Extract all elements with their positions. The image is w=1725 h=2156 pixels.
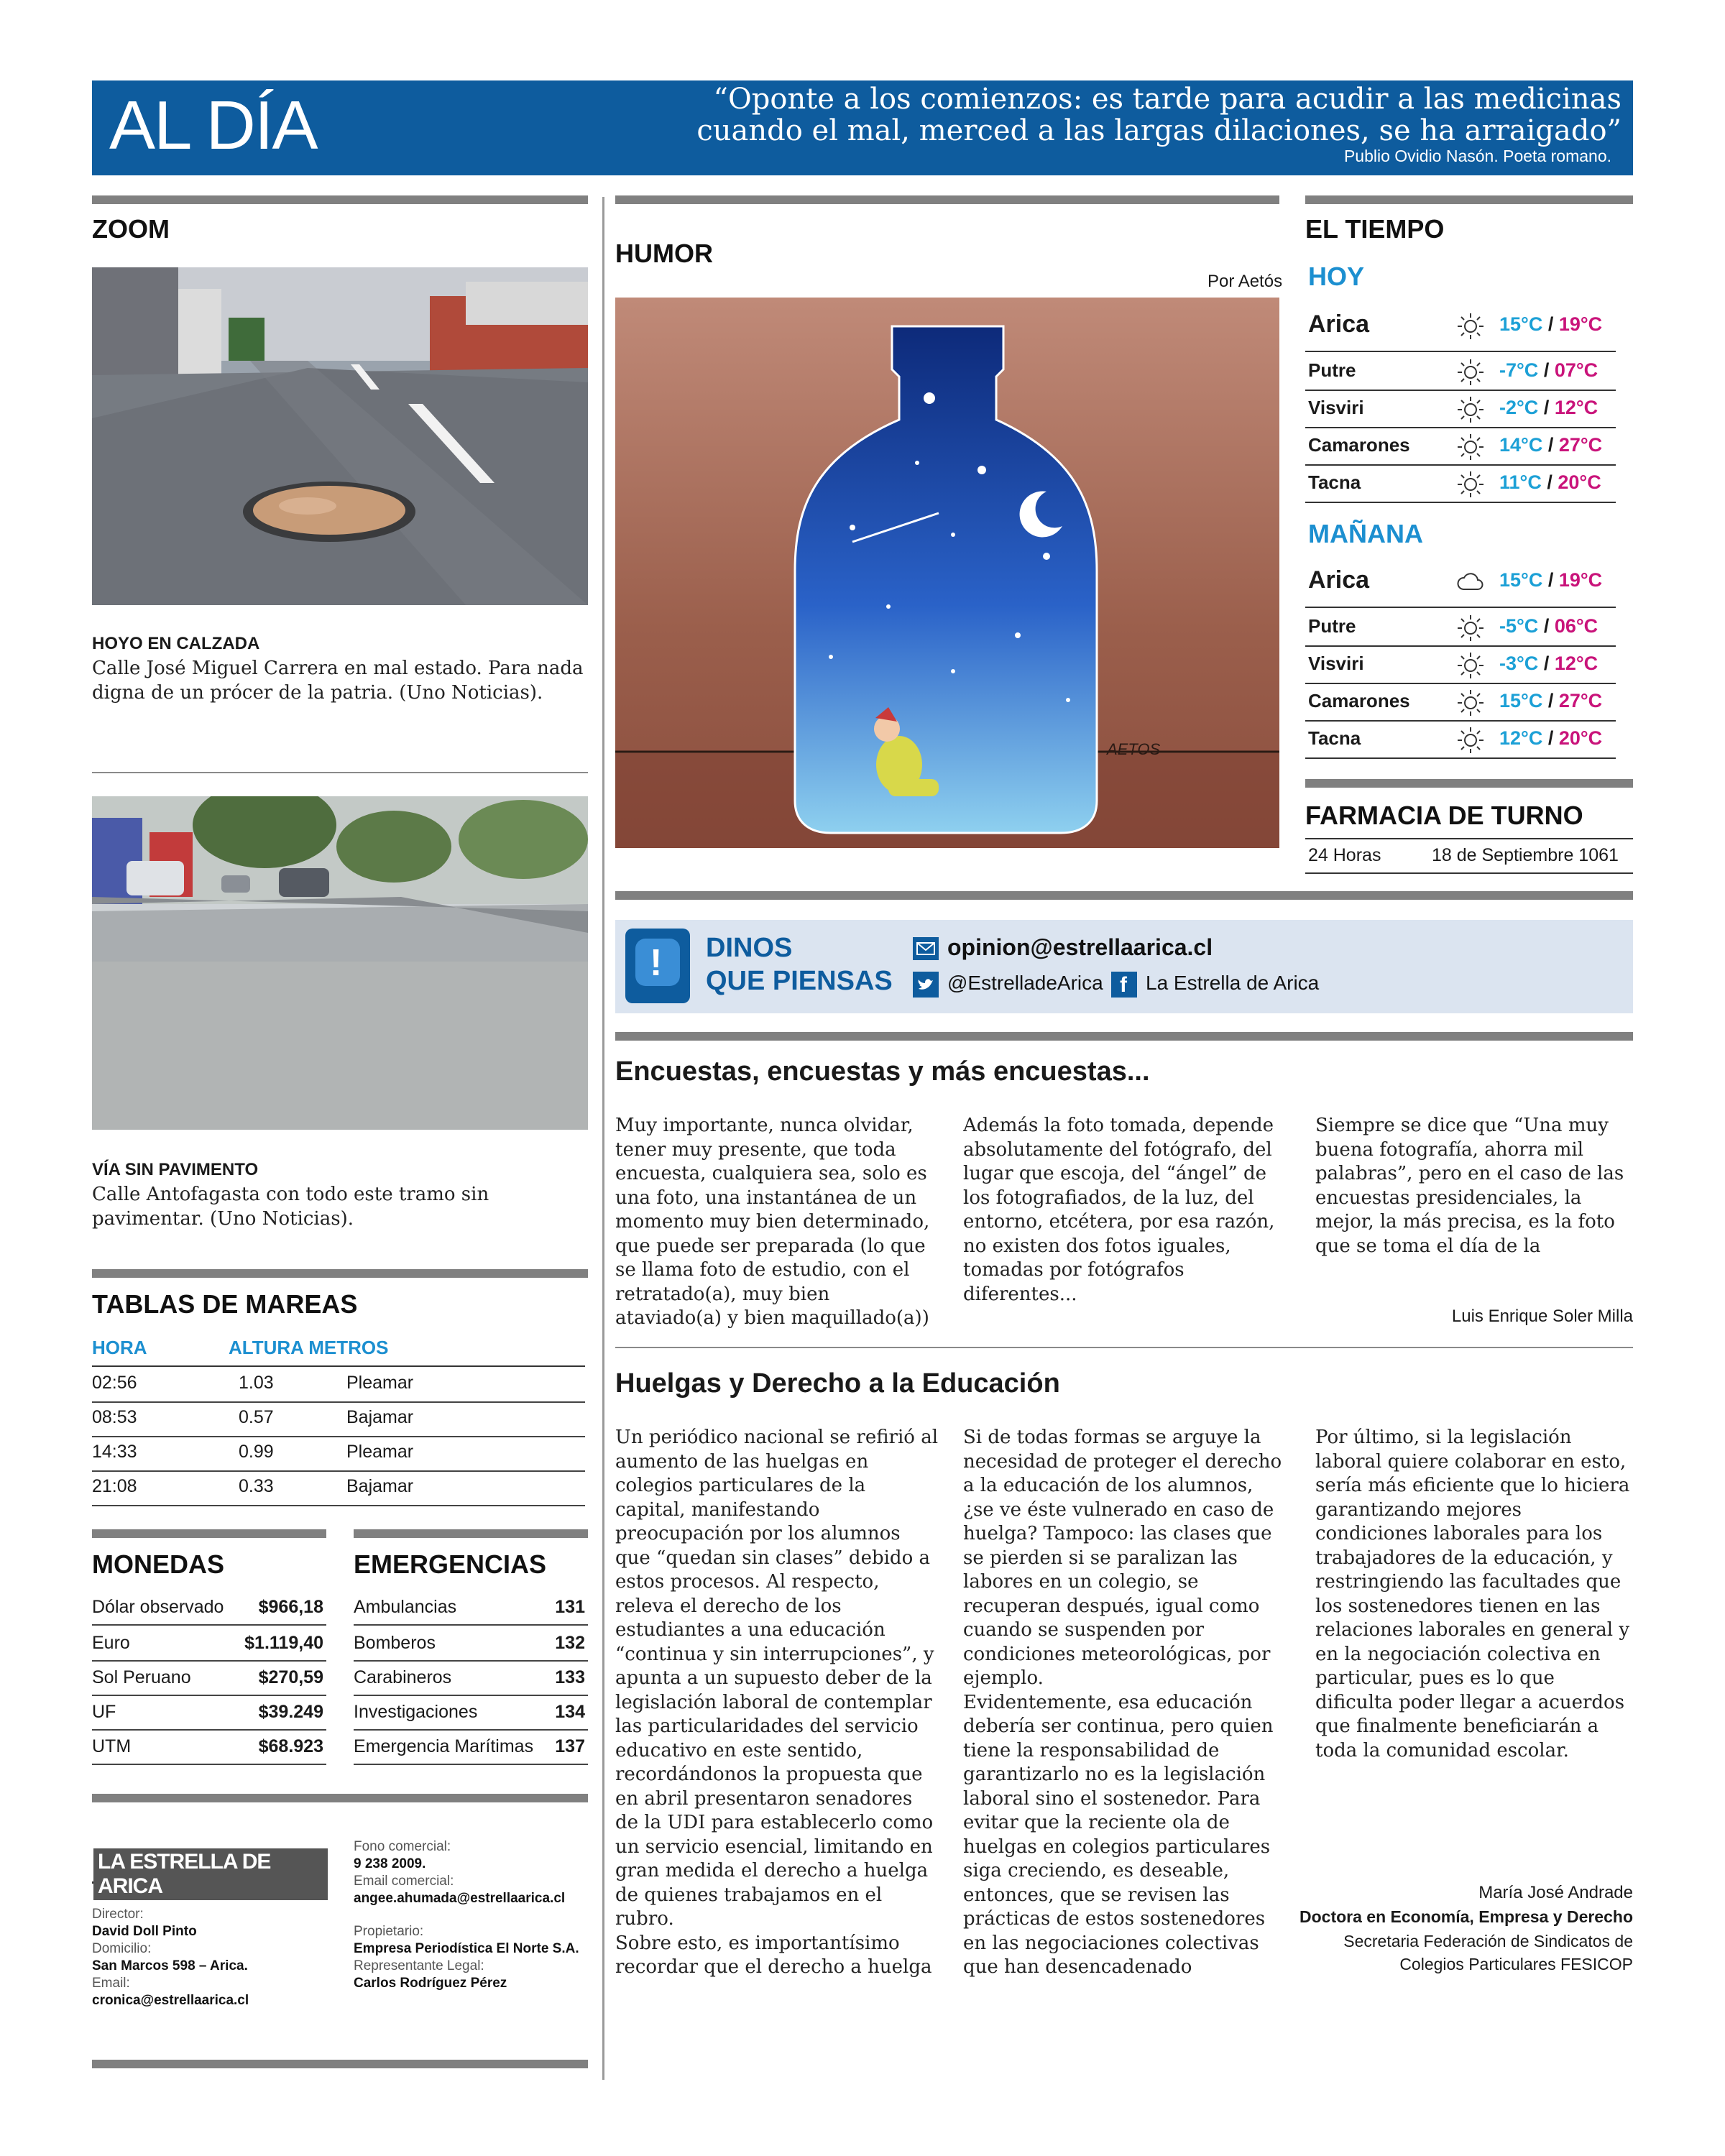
tide-height: 0.57 bbox=[239, 1407, 274, 1427]
weather-row: Camarones 15°C / 27°C bbox=[1305, 686, 1616, 722]
emergency-number: 133 bbox=[555, 1667, 585, 1687]
currency-value: $68.923 bbox=[258, 1736, 323, 1756]
pharmacy-address: 18 de Septiembre 1061 bbox=[1432, 845, 1619, 865]
temp-min: 12°C bbox=[1499, 727, 1543, 749]
article-paragraph: Evidentemente, esa educación debería ser continua, pero quien tiene la responsabilidad de garantizarlo no es la legislación laboral sino el sostenedor. Para evitar que la reciente ola de huelgas en colegios particulares siga creciendo, es deseable, entonces, que se revisen las prácticas de estos sostenedores en las negociaciones colectivas que han desencadenado bbox=[963, 1691, 1274, 1978]
article-column: Muy importante, nunca olvidar, tener muy presente, que toda encuesta, cualquiera sea, solo es una foto, una instantánea de un momento muy bien determinado, que puede ser preparada (lo que se llama foto de estudio, con el retratado(a), muy bien ataviado(a) y bien maquillado(a)) bbox=[615, 1115, 930, 1329]
mail-icon bbox=[913, 937, 939, 960]
weather-city: Tacna bbox=[1308, 471, 1361, 493]
contact-box bbox=[615, 920, 1633, 1013]
currency-name: UF bbox=[92, 1702, 116, 1722]
tide-type: Bajamar bbox=[346, 1407, 414, 1427]
phone-label: Fono comercial: bbox=[354, 1839, 451, 1854]
temp-max: 20°C bbox=[1558, 727, 1603, 749]
section-rule bbox=[92, 2060, 588, 2068]
emergency-name: Carabineros bbox=[354, 1667, 452, 1687]
author-role: Colegios Particulares FESICOP bbox=[1399, 1955, 1633, 1973]
owner-value: Empresa Periodística El Norte S.A. bbox=[354, 1941, 579, 1956]
section-rule bbox=[1305, 779, 1633, 788]
tide-height: 1.03 bbox=[239, 1373, 274, 1393]
emergency-name: Ambulancias bbox=[354, 1597, 457, 1617]
weather-today-label: HOY bbox=[1308, 262, 1365, 291]
table-row bbox=[92, 1368, 585, 1403]
table-row bbox=[92, 1403, 585, 1437]
weather-row: Arica 15°C / 19°C bbox=[1305, 565, 1616, 608]
weather-city: Visviri bbox=[1308, 397, 1364, 418]
temp-max: 27°C bbox=[1558, 434, 1603, 456]
temp-min: 15°C bbox=[1499, 690, 1543, 711]
sun-icon bbox=[1456, 433, 1485, 461]
emergency-name: Bomberos bbox=[354, 1633, 436, 1653]
tide-hour: 02:56 bbox=[92, 1373, 137, 1393]
legal-value: Carlos Rodríguez Pérez bbox=[354, 1976, 507, 1991]
weather-title: EL TIEMPO bbox=[1305, 214, 1445, 244]
weather-tomorrow-label: MAÑANA bbox=[1308, 519, 1423, 548]
article-column: Siempre se dice que “Una muy buena fotografía, ahorra mil palabras”, pero en el caso de las encuestas presidenciales, la mejor, la más precisa, es la foto que se toma el día de la bbox=[1315, 1115, 1624, 1257]
humor-title: HUMOR bbox=[615, 239, 713, 268]
temp-max: 19°C bbox=[1558, 569, 1603, 591]
owner-label: Propietario: bbox=[354, 1924, 424, 1939]
weather-city: Putre bbox=[1308, 359, 1356, 381]
section-header-band bbox=[92, 80, 1633, 175]
divider bbox=[1305, 838, 1633, 839]
humor-cartoon bbox=[615, 298, 1279, 848]
weather-row: Tacna 12°C / 20°C bbox=[1305, 723, 1616, 759]
tide-type: Pleamar bbox=[346, 1373, 414, 1393]
sun-icon bbox=[1456, 614, 1485, 642]
currency-name: Dólar observado bbox=[92, 1597, 224, 1617]
emergency-name: Emergencia Marítimas bbox=[354, 1736, 534, 1756]
divider bbox=[1305, 872, 1633, 874]
tide-hour: 08:53 bbox=[92, 1407, 137, 1427]
currency-name: Euro bbox=[92, 1633, 130, 1653]
phone-value: 9 238 2009. bbox=[354, 1856, 426, 1871]
article-title: Huelgas y Derecho a la Educación bbox=[615, 1368, 1060, 1399]
header-quote: “Oponte a los comienzos: es tarde para acudir a las medicinas cuando el mal, merced a las largas dilaciones, se ha arraigado” bbox=[696, 83, 1622, 147]
contact-title-line2: QUE PIENSAS bbox=[706, 966, 893, 996]
temp-min: -5°C bbox=[1499, 615, 1539, 637]
list-item bbox=[92, 1731, 326, 1765]
list-item bbox=[354, 1696, 588, 1731]
temp-min: 15°C bbox=[1499, 569, 1543, 591]
sun-icon bbox=[1456, 688, 1485, 717]
quote-author: Publio Ovidio Nasón. Poeta romano. bbox=[1343, 147, 1611, 165]
temp-max: 19°C bbox=[1558, 313, 1603, 335]
temp-min: 14°C bbox=[1499, 434, 1543, 456]
tides-col-height: ALTURA METROS bbox=[229, 1337, 389, 1358]
humor-credit: Por Aetós bbox=[1208, 272, 1283, 291]
section-rule bbox=[354, 1529, 588, 1538]
section-rule bbox=[615, 891, 1633, 900]
zoom-item-heading: VÍA SIN PAVIMENTO bbox=[92, 1160, 259, 1179]
list-item bbox=[92, 1627, 326, 1662]
emergency-number: 132 bbox=[555, 1633, 585, 1653]
section-rule bbox=[615, 195, 1279, 204]
weather-row: Visviri -3°C / 12°C bbox=[1305, 648, 1616, 684]
tides-title: TABLAS DE MAREAS bbox=[92, 1289, 358, 1319]
article-column: Por último, si la legislación laboral quiere colaborar en esto, sería más eficiente que lo hiciera garantizando mejores condiciones laborales para los trabajadores de la educación, y restringiendo las facultades que los sostenedores tienen en las relaciones laborales en general y en la negociación colectiva en particular, pues es lo que dificulta poder llegar a acuerdos que finalmente beneficiarán a toda la comunidad escolar. bbox=[1315, 1427, 1630, 1761]
tide-hour: 14:33 bbox=[92, 1442, 137, 1462]
emergencies-title: EMERGENCIAS bbox=[354, 1549, 547, 1579]
weather-row: Tacna 11°C / 20°C bbox=[1305, 467, 1616, 503]
tides-col-hour: HORA bbox=[92, 1337, 147, 1358]
pharmacy-hours: 24 Horas bbox=[1308, 845, 1381, 865]
tide-hour: 21:08 bbox=[92, 1476, 137, 1496]
pharmacy-title: FARMACIA DE TURNO bbox=[1305, 801, 1583, 830]
currency-value: $1.119,40 bbox=[244, 1633, 323, 1653]
sun-icon bbox=[1456, 358, 1485, 387]
section-title: AL DÍA bbox=[109, 87, 317, 164]
list-item bbox=[92, 1696, 326, 1731]
temp-max: 07°C bbox=[1554, 359, 1598, 381]
contact-twitter[interactable]: @EstrelladeArica bbox=[947, 972, 1103, 994]
cloud-icon bbox=[1456, 568, 1485, 596]
list-item bbox=[354, 1662, 588, 1696]
temp-min: -2°C bbox=[1499, 397, 1539, 418]
article-author: María José Andrade bbox=[1478, 1883, 1633, 1902]
divider bbox=[92, 1365, 585, 1367]
weather-city: Arica bbox=[1308, 566, 1370, 594]
contact-email[interactable]: opinion@estrellaarica.cl bbox=[947, 934, 1213, 960]
weather-city: Putre bbox=[1308, 615, 1356, 637]
article-paragraph: Un periódico nacional se refirió al aumento de las huelgas en colegios particulares de la capital, manifestando preocupación por los alumnos que “quedan sin clases” debido a estos procesos. Al respecto, releva el derecho de los estudiantes a una educación “continua y sin interrupciones”, y apunta a un supuesto deber de la legislación laboral de contemplar las particularidades del servicio educativo en este sentido, recordándonos la propuesta que en abril presentaron senadores de la UDI para establecerlo como un servicio esencial, limitando en gran medida el derecho a huelga de quienes trabajamos en el rubro. bbox=[615, 1427, 939, 1930]
weather-city: Visviri bbox=[1308, 653, 1364, 674]
weather-row: Putre -5°C / 06°C bbox=[1305, 611, 1616, 647]
domicile-value: San Marcos 598 – Arica. bbox=[92, 1958, 248, 1973]
column-divider bbox=[602, 197, 604, 2080]
zoom-item-text: Calle José Miguel Carrera en mal estado. Para nada digna de un prócer de la patria. (Uno Noticias). bbox=[92, 658, 584, 704]
commercial-email-label: Email comercial: bbox=[354, 1874, 454, 1889]
divider bbox=[615, 1347, 1633, 1348]
unpaved-road-photo bbox=[92, 796, 588, 1130]
weather-row: Camarones 14°C / 27°C bbox=[1305, 430, 1616, 466]
article-paragraph: Si de todas formas se arguye la necesidad de proteger el derecho a la educación de los alumnos, ¿se ve éste vulnerado en caso de huelga? Tampoco: las clases que se pierden si se paralizan las labores en un colegio, se recuperan después, igual como cuando se suspenden por condiciones meteorológicas, por ejemplo. bbox=[963, 1427, 1282, 1689]
weather-row: Visviri -2°C / 12°C bbox=[1305, 392, 1616, 428]
zoom-item-heading: HOYO EN CALZADA bbox=[92, 634, 260, 653]
director-name: David Doll Pinto bbox=[92, 1924, 197, 1939]
domicile-label: Domicilio: bbox=[92, 1941, 152, 1956]
tide-type: Pleamar bbox=[346, 1442, 414, 1462]
speech-bubble-icon: ! bbox=[625, 929, 690, 1003]
section-rule bbox=[1305, 195, 1633, 204]
weather-row: Putre -7°C / 07°C bbox=[1305, 355, 1616, 391]
list-item bbox=[354, 1731, 588, 1765]
table-row bbox=[92, 1472, 585, 1506]
temp-max: 12°C bbox=[1554, 397, 1598, 418]
emergency-number: 134 bbox=[555, 1702, 585, 1722]
cartoon-signature: AETOS bbox=[1107, 740, 1161, 758]
emergency-name: Investigaciones bbox=[354, 1702, 478, 1722]
contact-facebook[interactable]: La Estrella de Arica bbox=[1146, 972, 1320, 994]
tide-type: Bajamar bbox=[346, 1476, 414, 1496]
sun-icon bbox=[1456, 726, 1485, 755]
legal-label: Representante Legal: bbox=[354, 1958, 484, 1973]
logo-text: LA ESTRELLA DE ARICA bbox=[93, 1848, 328, 1900]
section-rule bbox=[92, 1529, 326, 1538]
email-label: Email: bbox=[92, 1976, 130, 1991]
tide-height: 0.99 bbox=[239, 1442, 274, 1462]
currency-value: $270,59 bbox=[258, 1667, 323, 1687]
article-author: Luis Enrique Soler Milla bbox=[1451, 1307, 1633, 1326]
article-column bbox=[963, 1426, 1289, 1979]
zoom-title: ZOOM bbox=[92, 214, 170, 244]
section-rule bbox=[92, 1269, 588, 1278]
list-item bbox=[92, 1591, 326, 1626]
weather-city: Camarones bbox=[1308, 690, 1410, 711]
temp-min: 15°C bbox=[1499, 313, 1543, 335]
table-row bbox=[92, 1437, 585, 1472]
currency-name: UTM bbox=[92, 1736, 132, 1756]
section-rule bbox=[615, 1032, 1633, 1041]
currency-value: $966,18 bbox=[258, 1597, 323, 1617]
article-paragraph: Sobre esto, es importantísimo recordar que el derecho a huelga bbox=[615, 1932, 932, 1978]
commercial-email-value: angee.ahumada@estrellaarica.cl bbox=[354, 1891, 566, 1906]
temp-max: 27°C bbox=[1558, 690, 1603, 711]
newspaper-logo bbox=[92, 1844, 328, 1898]
sun-icon bbox=[1456, 312, 1485, 341]
temp-min: 11°C bbox=[1499, 471, 1542, 493]
currency-value: $39.249 bbox=[258, 1702, 323, 1722]
divider bbox=[92, 772, 588, 773]
contact-title-line1: DINOS bbox=[706, 933, 793, 963]
sun-icon bbox=[1456, 470, 1485, 499]
zoom-item-text: Calle Antofagasta con todo este tramo sin pavimentar. (Uno Noticias). bbox=[92, 1184, 489, 1230]
currencies-title: MONEDAS bbox=[92, 1549, 225, 1579]
list-item bbox=[354, 1591, 588, 1626]
list-item bbox=[92, 1662, 326, 1696]
tide-height: 0.33 bbox=[239, 1476, 274, 1496]
section-rule bbox=[92, 1794, 588, 1802]
weather-city: Tacna bbox=[1308, 727, 1361, 749]
author-role: Secretaria Federación de Sindicatos de bbox=[1343, 1932, 1633, 1950]
temp-min: -3°C bbox=[1499, 653, 1539, 674]
emergency-number: 137 bbox=[555, 1736, 585, 1756]
article-title: Encuestas, encuestas y más encuestas... bbox=[615, 1056, 1150, 1087]
sun-icon bbox=[1456, 395, 1485, 424]
pothole-photo bbox=[92, 267, 588, 605]
section-rule bbox=[92, 195, 588, 204]
weather-row: Arica 15°C / 19°C bbox=[1305, 309, 1616, 352]
currency-name: Sol Peruano bbox=[92, 1667, 191, 1687]
temp-max: 06°C bbox=[1554, 615, 1598, 637]
author-role: Doctora en Economía, Empresa y Derecho bbox=[1300, 1907, 1633, 1926]
sun-icon bbox=[1456, 651, 1485, 680]
article-column: Además la foto tomada, depende absolutamente del fotógrafo, del lugar que escoja, del “ángel” de los fotografiados, de la luz, del entorno, etcétera, por esa razón, no existen dos fotos iguales, tomadas por fotógrafos diferentes... bbox=[963, 1115, 1275, 1305]
weather-city: Camarones bbox=[1308, 434, 1410, 456]
list-item bbox=[354, 1627, 588, 1662]
temp-max: 20°C bbox=[1558, 471, 1601, 493]
twitter-icon bbox=[913, 972, 939, 998]
facebook-icon: f bbox=[1111, 972, 1137, 998]
weather-city: Arica bbox=[1308, 310, 1370, 338]
director-label: Director: bbox=[92, 1907, 144, 1922]
article-column bbox=[615, 1426, 939, 1979]
emergency-number: 131 bbox=[555, 1597, 585, 1617]
temp-max: 12°C bbox=[1554, 653, 1598, 674]
temp-min: -7°C bbox=[1499, 359, 1539, 381]
email-value: cronica@estrellaarica.cl bbox=[92, 1993, 249, 2008]
